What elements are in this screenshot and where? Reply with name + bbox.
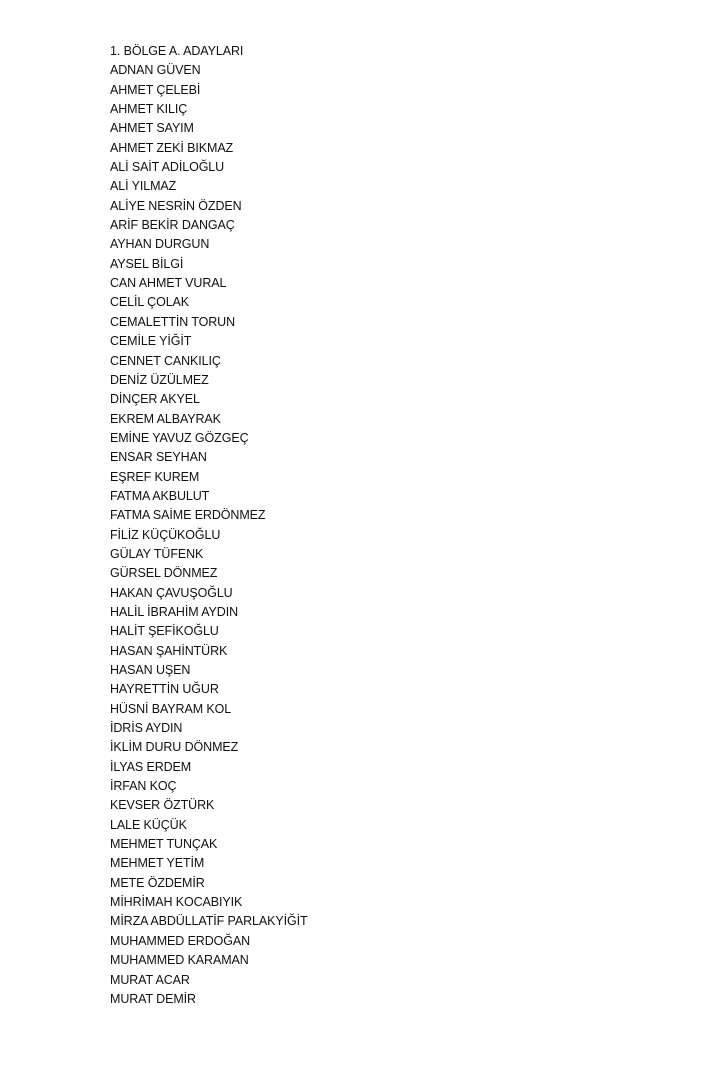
list-item: MUHAMMED ERDOĞAN — [110, 933, 251, 948]
list-item: CEMALETTİN TORUN — [110, 314, 236, 329]
list-item: MURAT ACAR — [110, 972, 190, 987]
list-item: EŞREF KUREM — [110, 469, 200, 484]
list-item: FİLİZ KÜÇÜKOĞLU — [110, 527, 221, 542]
list-item: ALİ SAİT ADİLOĞLU — [110, 160, 225, 175]
list-item: HAKAN ÇAVUŞOĞLU — [110, 585, 233, 600]
list-item: LALE KÜÇÜK — [110, 817, 187, 832]
candidate-list — [110, 61, 307, 1009]
list-heading: 1. BÖLGE A. ADAYLARI — [110, 44, 244, 58]
list-item: İRFAN KOÇ — [110, 779, 177, 794]
list-item: GÜRSEL DÖNMEZ — [110, 566, 218, 581]
list-item: FATMA AKBULUT — [110, 488, 210, 503]
list-item: HALİT ŞEFİKOĞLU — [110, 624, 219, 639]
list-item: CELİL ÇOLAK — [110, 295, 190, 310]
list-item: AHMET ÇELEBİ — [110, 82, 201, 97]
list-item: ADNAN GÜVEN — [110, 63, 201, 78]
list-item: MUHAMMED KARAMAN — [110, 953, 249, 968]
list-item: ALİ YILMAZ — [110, 179, 177, 194]
list-item: MİHRİMAH KOCABIYIK — [110, 895, 243, 910]
list-item: AHMET SAYIM — [110, 121, 194, 136]
list-item: İKLİM DURU DÖNMEZ — [110, 740, 239, 755]
list-item: GÜLAY TÜFENK — [110, 546, 204, 561]
list-item: AYSEL BİLGİ — [110, 256, 184, 271]
list-item: CENNET CANKILIÇ — [110, 353, 221, 368]
list-item: ARİF BEKİR DANGAÇ — [110, 218, 235, 233]
list-item: HALİL İBRAHİM AYDIN — [110, 604, 238, 619]
list-item: MURAT DEMİR — [110, 991, 196, 1006]
list-item: MEHMET TUNÇAK — [110, 837, 218, 852]
list-item: HÜSNİ BAYRAM KOL — [110, 701, 232, 716]
list-item: CEMİLE YİĞİT — [110, 334, 192, 349]
list-item: HASAN ŞAHİNTÜRK — [110, 643, 228, 658]
list-item: METE ÖZDEMİR — [110, 875, 205, 890]
list-item: ENSAR SEYHAN — [110, 450, 207, 465]
list-item: CAN AHMET VURAL — [110, 276, 227, 291]
list-item: DİNÇER AKYEL — [110, 392, 200, 407]
list-item: FATMA SAİME ERDÖNMEZ — [110, 508, 266, 523]
list-item: İLYAS ERDEM — [110, 759, 192, 774]
list-item: AYHAN DURGUN — [110, 237, 210, 252]
list-item: HASAN UŞEN — [110, 663, 191, 677]
list-item: MİRZA ABDÜLLATİF PARLAKYİĞİT — [110, 914, 308, 929]
list-item: HAYRETTİN UĞUR — [110, 682, 219, 697]
list-item: MEHMET YETİM — [110, 856, 205, 871]
list-item: İDRİS AYDIN — [110, 721, 183, 736]
list-item: EKREM ALBAYRAK — [110, 411, 221, 426]
list-item: ALİYE NESRİN ÖZDEN — [110, 198, 242, 213]
list-item: EMİNE YAVUZ GÖZGEÇ — [110, 430, 249, 445]
list-item: KEVSER ÖZTÜRK — [110, 798, 215, 813]
list-item: AHMET ZEKİ BIKMAZ — [110, 140, 234, 155]
list-item: DENİZ ÜZÜLMEZ — [110, 372, 209, 387]
list-item: AHMET KILIÇ — [110, 102, 188, 117]
